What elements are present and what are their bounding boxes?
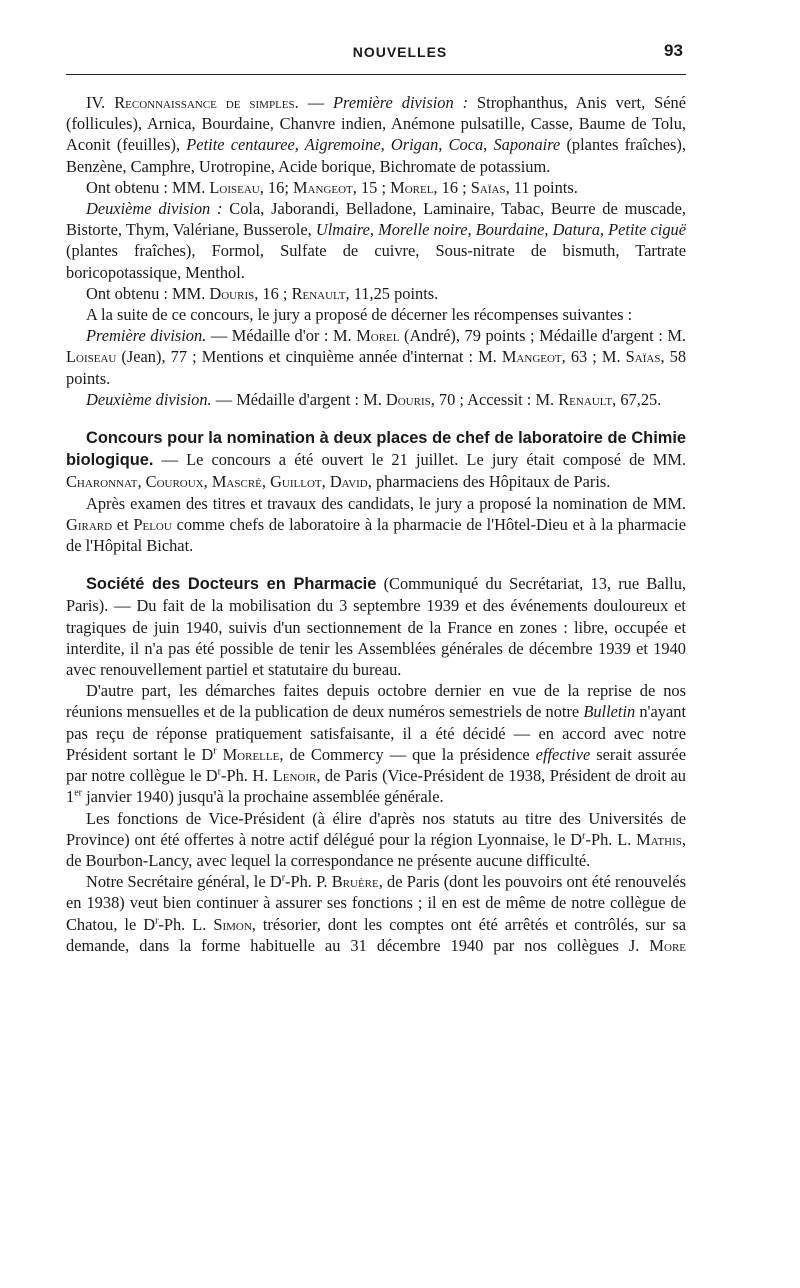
awards-second-division: Deuxième division. — Médaille d'argent : M. Douris, 70 ; Accessit : M. Renault, 67,25. <box>86 389 662 409</box>
societe-heading: Société des Docteurs en Pharmacie <box>86 575 377 594</box>
concours-heading: Concours pour la nomination à deux places de chef de laboratoire de Chimie biologique. <box>66 429 686 470</box>
running-header: NOUVELLES <box>352 44 448 60</box>
awards-first-division: Première division. — Médaille d'or : M. Morel (André), 79 points ; Médaille d'argent : M. Loiseau (Jean), 77 ; Mentions et cinquième année d'internat : M. Mangeot, 63 ; M. Saïas, 58 points. <box>66 326 687 388</box>
first-division-results: Ont obtenu : MM. Loiseau, 16; Mangeot, 15 ; Morel, 16 ; Saïas, 11 points. <box>86 177 578 197</box>
header-rule <box>66 74 686 75</box>
concours-paragraph: Concours pour la nomination à deux places de chef de laboratoire de Chimie biologique. — Le concours a été ouvert le 21 juillet. Le jury était composé de MM. Charonnat, Couroux, Mascré, Guillot, David, pharmaciens des Hôpitaux de Paris. <box>66 429 686 492</box>
page-number: 93 <box>664 41 683 60</box>
second-division-label: Deuxième division : <box>86 199 223 219</box>
second-division-results: Ont obtenu : MM. Douris, 16 ; Renault, 11,25 points. <box>86 283 439 303</box>
societe-paragraph-4: Notre Secrétaire général, le $D^r-Ph$. P. Bruère, de Paris (dont les pouvoirs ont été renouvelés en 1938) veut bien continuer à assurer ses fonctions ; il en est de même de notre collègue de Chatou, le $D^r-Ph$. L. Simon, trésorier, dont les comptes ont été arrêtés et contrôlés, sur sa demande, dans la forme habituelle au 31 décembre 1940 par nos collègues J. More <box>66 872 687 955</box>
societe-paragraph-2: D'autre part, les démarches faites depuis octobre dernier en vue de la reprise de nos réunions mensuelles et de la publication de deux numéros semestriels de notre Bulletin n'ayant pas reçu de réponse pratiquement satisfaisante, il a été décidé — en accord avec notre Président sortant le $D^r$ Morelle, de Commercy — que la présidence effective serait assurée par notre collègue le $D^r-Ph$. H. Lenoir, de Paris (Vice-Président de 1938, Président de droit au 1er janvier 1940) jusqu'à la prochaine assemblée générale. <box>66 681 686 807</box>
second-division: Deuxième division : Cola, Jaborandi, Belladone, Laminaire, Tabac, Beurre de muscade, Bistorte, Thym, Valériane, Busserole, Ulmaire, Morelle noire, Bourdaine, Datura, Petite ciguë (plantes fraîches), Formol, Sulfate de cuivre, Sous-nitrate de bismuth, Tartrate boricopotassique, Menthol. <box>66 199 687 282</box>
section-iv-first-division: IV. Reconnaissance de simples. — Première division : Strophanthus, Anis vert, Séné (follicules), Arnica, Bourdaine, Chanvre indien, Anémone pulsatille, Casse, Baume de Tolu, Aconit (feuilles), Petite centauree, Aigremoine, Origan, Coca, Saponaire (plantes fraîches), Benzène, Camphre, Urotropine, Acide borique, Bichromate de potassium. <box>66 93 686 176</box>
first-division-label: Première division : <box>333 93 469 112</box>
societe-paragraph-1: Société des Docteurs en Pharmacie (Communiqué du Secrétariat, 13, rue Ballu, Paris). — Du fait de la mobilisation du 3 septembre 1939 et des événements douloureux et tragiques de juin 1940, suivis d'un sectionnement de la France en zones : libre, occupée et interdite, il n'a pas été possible de tenir les Assemblées générales de décembre 1939 et 1940 avec renouvellement partiel et statutaire du bureau. <box>66 574 686 680</box>
body-text <box>66 92 686 977</box>
societe-paragraph-3: Les fonctions de Vice-Président (à élire d'après nos statuts au titre des Universités de Province) ont été offertes à notre actif délégué pour la région Lyonnaise, le $D^r-Ph$. L. Mathis, de Bourbon-Lancy, avec lequel la correspondance ne présente aucune difficulté. <box>66 808 686 870</box>
concours-result: Après examen des titres et travaux des candidats, le jury a proposé la nomination de MM. Girard et Pelou comme chefs de laboratoire à la pharmacie de l'Hôtel-Dieu et à la pharmacie de l'Hôpital Bichat. <box>66 493 686 556</box>
awards-intro: A la suite de ce concours, le jury a proposé de décerner les récompenses suivantes : <box>86 305 633 325</box>
section-iv-label: Reconnaissance de simples. <box>114 93 299 112</box>
